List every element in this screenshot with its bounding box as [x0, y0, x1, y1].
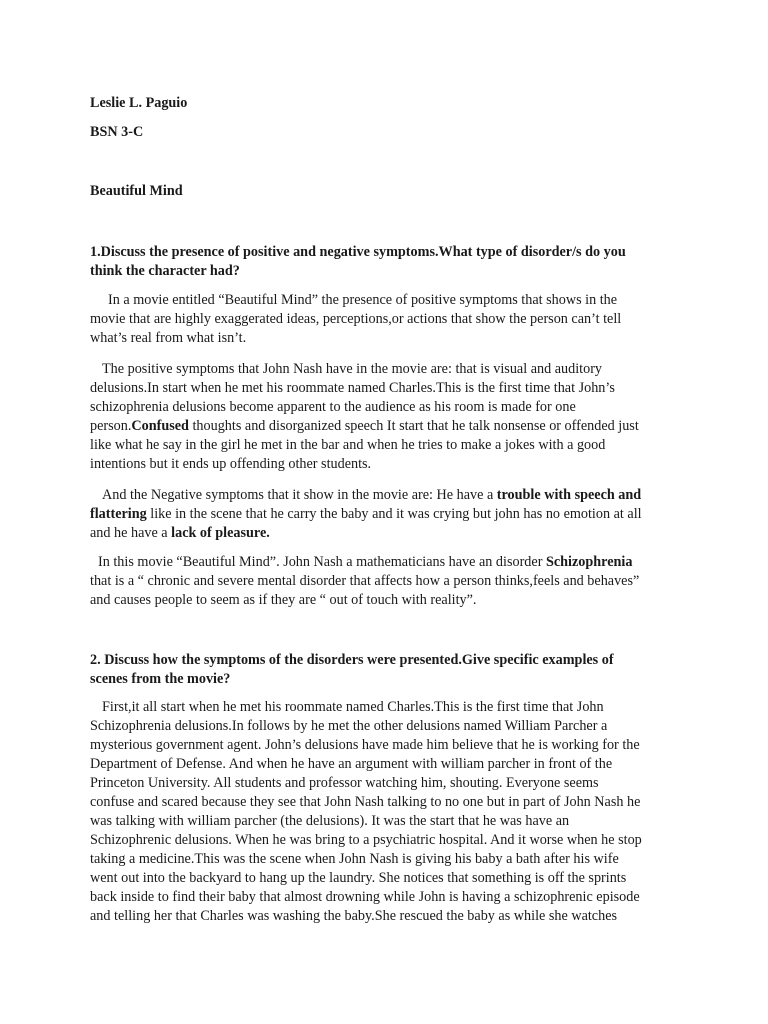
- q2-question-line-1: 2. Discuss how the symptoms of the disorders were presented.Give specific examples of: [90, 652, 614, 668]
- q1-question-line-2: think the character had?: [90, 263, 240, 279]
- q2-p1-line-7: was talking with william parcher (the delusions). It was the start that he was have an: [90, 813, 570, 829]
- q1-p2-line-4-end: thoughts and disorganized speech It start that he talk nonsense or offended just: [188, 418, 639, 434]
- q1-p2-line-4: [90, 417, 639, 436]
- q2-p1-line-11: back inside to find their baby that almost drowning while John is having a schizophrenic episode: [90, 889, 640, 905]
- q1-p4-line-2: that is a “ chronic and severe mental disorder that affects how a person thinks,feels and behaves”: [90, 573, 640, 589]
- q1-p1-line-1: In a movie entitled “Beautiful Mind” the presence of positive symptoms that shows in the: [108, 292, 618, 308]
- q1-p3-line-2: [90, 505, 642, 524]
- q2-p1-line-10: went out into the backyard to hang up the laundry. She notices that something is off the sprints: [90, 870, 627, 886]
- author-name: Leslie L. Paguio: [90, 95, 188, 111]
- class-section: BSN 3-C: [90, 124, 144, 140]
- q1-p3-lack-pleasure-bold: lack of pleasure.: [171, 525, 270, 541]
- q2-p1-line-5: Princeton University. All students and professor watching him, shouting. Everyone seems: [90, 775, 599, 791]
- q2-p1-line-2: Schizophrenia delusions.In follows by he met the other delusions named William Parcher a: [90, 718, 608, 734]
- q1-p2-line-5: like what he say in the girl he met in the bar and when he tries to make a jokes with a good: [90, 437, 606, 453]
- q2-p1-line-9: taking a medicine.This was the scene when John Nash is giving his baby a bath after his wife: [90, 851, 619, 867]
- q1-p3-line-3-start: and he have a: [90, 525, 172, 541]
- q1-p4-line-3: and causes people to seem as if they are “ out of touch with reality”.: [90, 592, 477, 608]
- q1-p4-line-1: [98, 553, 632, 572]
- q1-p2-line-1: The positive symptoms that John Nash have in the movie are: that is visual and auditory: [102, 361, 603, 377]
- q1-p2-line-3: schizophrenia delusions become apparent to the audience as his room is made for one: [90, 399, 576, 415]
- q1-p3-line-1: [102, 486, 641, 505]
- q2-question-line-2: scenes from the movie?: [90, 671, 231, 687]
- q1-p3-line-1-start: And the Negative symptoms that it show in the movie are: He have a: [102, 487, 497, 503]
- document-title: Beautiful Mind: [90, 183, 183, 199]
- q1-p1-line-2: movie that are highly exaggerated ideas, perceptions,or actions that show the person can’t tell: [90, 311, 622, 327]
- q2-p1-line-6: confuse and scared because they see that John Nash talking to no one but in part of John Nash he: [90, 794, 641, 810]
- q1-p2-line-2: delusions.In start when he met his roommate named Charles.This is the first time that John’s: [90, 380, 615, 396]
- q1-p2-line-6: intentions but it ends up offending other students.: [90, 456, 372, 472]
- q2-p1-line-3: mysterious government agent. John’s delusions have made him believe that he is working for the: [90, 737, 640, 753]
- q1-p1-line-3: what’s real from what isn’t.: [90, 330, 247, 346]
- q1-p2-line-4-start: person.: [90, 418, 132, 434]
- q2-p1-line-1: First,it all start when he met his roommate named Charles.This is the first time that John: [102, 699, 604, 715]
- q1-question-line-1: 1.Discuss the presence of positive and negative symptoms.What type of disorder/s do you: [90, 244, 626, 260]
- q2-p1-line-12: and telling her that Charles was washing the baby.She rescued the baby as while she watches: [90, 908, 618, 924]
- q1-p2-confused-bold: Confused: [131, 418, 189, 434]
- q1-p3-flattering-bold: flattering: [90, 506, 147, 522]
- q1-p3-trouble-speech-bold: trouble with speech and: [496, 487, 642, 503]
- q2-p1-line-4: Department of Defense. And when he have an argument with william parcher in front of the: [90, 756, 613, 772]
- q2-p1-line-8: Schizophrenic delusions. When he was bring to a psychiatric hospital. And it worse when he stop: [90, 832, 642, 848]
- q1-p3-line-2-end: like in the scene that he carry the baby and it was crying but john has no emotion at all: [146, 506, 642, 522]
- q1-p4-line-1-start: In this movie “Beautiful Mind”. John Nash a mathematicians have an disorder: [98, 554, 546, 570]
- q1-p3-line-3: [90, 524, 270, 543]
- q1-p4-schizophrenia-bold: Schizophrenia: [545, 554, 633, 570]
